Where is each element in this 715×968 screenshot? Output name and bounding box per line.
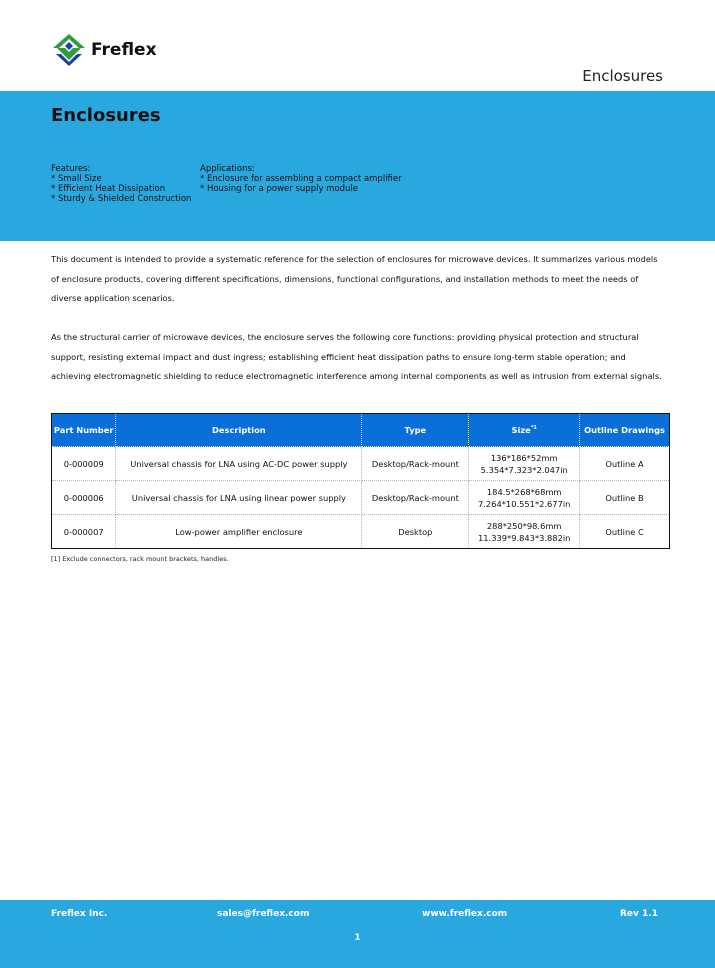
cell-description: Universal chassis for LNA using linear power supply xyxy=(116,481,362,515)
features-block xyxy=(51,164,191,204)
size-mm: 184.5*268*68mm xyxy=(486,486,562,497)
table-header-row xyxy=(52,414,670,447)
application-item: * Housing for a power supply module xyxy=(200,184,359,194)
cell-part-number: 0-000007 xyxy=(52,515,116,549)
header-category: Enclosures xyxy=(582,67,663,85)
cell-part-number: 0-000006 xyxy=(52,481,116,515)
table-footnote: [1] Exclude connectors, rack mount brackets, handles. xyxy=(51,555,229,563)
application-item: * Enclosure for assembling a compact amplifier xyxy=(200,174,402,184)
brand-logo xyxy=(51,33,157,67)
size-header-label: Size xyxy=(511,425,531,435)
cell-description: Universal chassis for LNA using AC-DC power supply xyxy=(116,447,362,481)
cell-size xyxy=(469,481,580,515)
col-header-part-number: Part Number xyxy=(52,414,116,447)
cell-size xyxy=(469,515,580,549)
table-row xyxy=(52,481,670,515)
intro-text xyxy=(51,250,663,406)
applications-block xyxy=(200,164,402,194)
footer-revision: Rev 1.1 xyxy=(620,909,658,919)
col-header-description: Description xyxy=(116,414,362,447)
size-in: 5.354*7.323*2.047in xyxy=(480,464,568,475)
feature-item: * Efficient Heat Dissipation xyxy=(51,184,166,194)
cell-outline: Outline B xyxy=(580,481,670,515)
title-banner xyxy=(0,91,715,241)
size-in: 7.264*10.551*2.677in xyxy=(478,498,571,509)
freflex-logo-icon xyxy=(51,33,87,67)
cell-part-number: 0-000009 xyxy=(52,447,116,481)
applications-title: Applications: xyxy=(200,164,255,174)
brand-name: Freflex xyxy=(91,40,157,60)
footer-email[interactable]: sales@freflex.com xyxy=(217,909,310,919)
enclosure-table xyxy=(51,413,670,549)
table-row xyxy=(52,515,670,549)
col-header-size xyxy=(469,414,580,447)
cell-type: Desktop/Rack-mount xyxy=(362,481,469,515)
table-row xyxy=(52,447,670,481)
cell-type: Desktop xyxy=(362,515,469,549)
cell-description: Low-power amplifier enclosure xyxy=(116,515,362,549)
features-title: Features: xyxy=(51,164,91,174)
size-mm: 136*186*52mm xyxy=(490,452,558,463)
intro-paragraph: This document is intended to provide a systematic reference for the selection of enclosures for microwave devices. It summarizes various models of enclosure products, covering different specifications, dimensions, functional configurations, and installation methods to meet the needs of diverse application scenarios. xyxy=(51,254,658,303)
size-mm: 288*250*98.6mm xyxy=(486,520,562,531)
size-in: 11.339*9.843*3.882in xyxy=(478,532,571,543)
size-footnote-mark: *1 xyxy=(530,425,537,432)
intro-paragraph: As the structural carrier of microwave devices, the enclosure serves the following core functions: providing physical protection and structural support, resisting external impact and dust ingress; establishing efficient heat dissipation paths to ensure long-term stable operation; and achieving electromagnetic shielding to reduce electromagnetic interference among internal components as well as intrusion from external signals. xyxy=(51,332,662,381)
feature-item: * Sturdy & Shielded Construction xyxy=(51,194,192,204)
page-footer xyxy=(0,900,715,968)
footer-website[interactable]: www.freflex.com xyxy=(422,909,508,919)
footer-company: Freflex Inc. xyxy=(51,909,108,919)
cell-outline: Outline A xyxy=(580,447,670,481)
cell-size xyxy=(469,447,580,481)
cell-outline: Outline C xyxy=(580,515,670,549)
feature-item: * Small Size xyxy=(51,174,102,184)
page-title: Enclosures xyxy=(51,105,161,126)
cell-type: Desktop/Rack-mount xyxy=(362,447,469,481)
page-number: 1 xyxy=(354,933,361,943)
col-header-type: Type xyxy=(362,414,469,447)
col-header-outline: Outline Drawings xyxy=(580,414,670,447)
